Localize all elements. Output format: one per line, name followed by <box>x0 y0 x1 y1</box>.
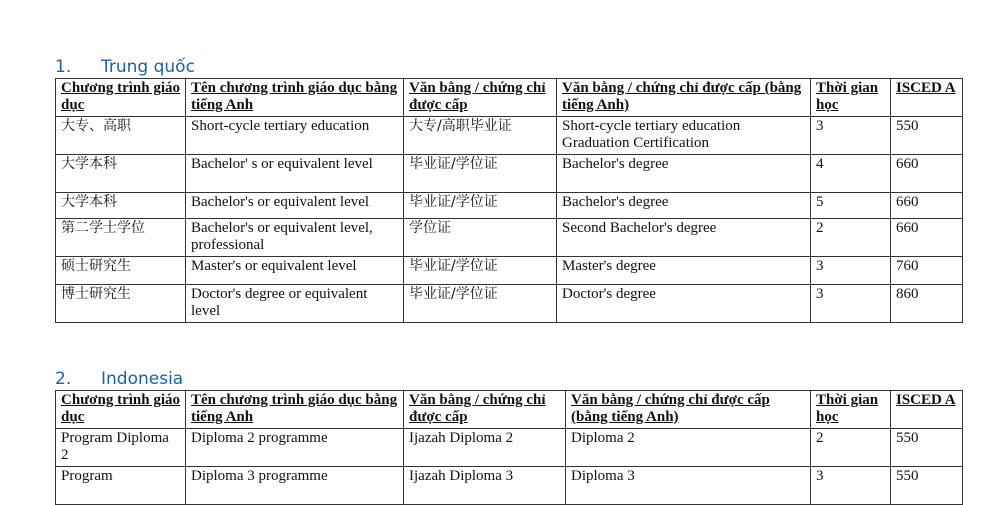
cell-duration: 3 <box>811 285 891 323</box>
cell-duration: 5 <box>811 193 891 219</box>
cell-certificate-english: Second Bachelor's degree <box>557 219 811 257</box>
section-title-indonesia <box>55 369 183 389</box>
cell-certificate: 大专/高职毕业证 <box>404 117 557 155</box>
header-isced: ISCED A <box>891 79 963 117</box>
cell-duration: 3 <box>811 467 891 505</box>
cell-isced: 760 <box>891 257 963 285</box>
cell-english-name: Bachelor' s or equivalent level <box>186 155 404 193</box>
cell-certificate-english: Bachelor's degree <box>557 193 811 219</box>
china-education-table <box>55 78 963 323</box>
cell-duration: 3 <box>811 117 891 155</box>
cell-isced: 660 <box>891 155 963 193</box>
cell-program: 第二学士学位 <box>56 219 186 257</box>
table-header-row <box>56 79 963 117</box>
cell-duration: 2 <box>811 429 891 467</box>
cell-isced: 550 <box>891 117 963 155</box>
table-row <box>56 155 963 193</box>
header-certificate-english: Văn bằng / chứng chỉ được cấp (bằng tiếng Anh) <box>557 79 811 117</box>
section-number: 2. <box>55 369 72 389</box>
cell-english-name: Diploma 3 programme <box>186 467 404 505</box>
cell-certificate: 毕业证/学位证 <box>404 193 557 219</box>
section-name: Trung quốc <box>101 57 195 77</box>
cell-program: 博士研究生 <box>56 285 186 323</box>
header-certificate: Văn bằng / chứng chỉ được cấp <box>404 391 566 429</box>
section-name: Indonesia <box>101 369 184 389</box>
cell-certificate-english: Short-cycle tertiary education Graduation Certification <box>557 117 811 155</box>
cell-certificate: 毕业证/学位证 <box>404 285 557 323</box>
cell-certificate-english: Doctor's degree <box>557 285 811 323</box>
cell-english-name: Bachelor's or equivalent level, professional <box>186 219 404 257</box>
cell-certificate-english: Diploma 3 <box>566 467 811 505</box>
table-row <box>56 219 963 257</box>
cell-english-name: Bachelor's or equivalent level <box>186 193 404 219</box>
cell-program: Program Diploma 2 <box>56 429 186 467</box>
cell-isced: 550 <box>891 467 963 505</box>
header-certificate-english: Văn bằng / chứng chỉ được cấp (bằng tiếng Anh) <box>566 391 811 429</box>
header-duration: Thời gian học <box>811 79 891 117</box>
table-row <box>56 467 963 505</box>
cell-isced: 860 <box>891 285 963 323</box>
cell-certificate: 毕业证/学位证 <box>404 155 557 193</box>
cell-certificate-english: Diploma 2 <box>566 429 811 467</box>
cell-program: 大专、高职 <box>56 117 186 155</box>
cell-certificate: 学位证 <box>404 219 557 257</box>
indonesia-education-table <box>55 390 963 505</box>
cell-english-name: Short-cycle tertiary education <box>186 117 404 155</box>
header-english-name: Tên chương trình giáo dục bằng tiếng Anh <box>186 391 404 429</box>
header-certificate: Văn bằng / chứng chỉ được cấp <box>404 79 557 117</box>
header-duration: Thời gian học <box>811 391 891 429</box>
cell-duration: 3 <box>811 257 891 285</box>
section-number: 1. <box>55 57 72 77</box>
cell-certificate-english: Bachelor's degree <box>557 155 811 193</box>
cell-duration: 2 <box>811 219 891 257</box>
table-row <box>56 117 963 155</box>
table-row <box>56 285 963 323</box>
cell-program: Program <box>56 467 186 505</box>
cell-duration: 4 <box>811 155 891 193</box>
cell-certificate-english: Master's degree <box>557 257 811 285</box>
table-header-row <box>56 391 963 429</box>
cell-certificate: Ijazah Diploma 3 <box>404 467 566 505</box>
cell-program: 大学本科 <box>56 193 186 219</box>
header-program: Chương trình giáo dục <box>56 391 186 429</box>
header-english-name: Tên chương trình giáo dục bằng tiếng Anh <box>186 79 404 117</box>
cell-program: 大学本科 <box>56 155 186 193</box>
cell-program: 硕士研究生 <box>56 257 186 285</box>
header-program: Chương trình giáo dục <box>56 79 186 117</box>
header-isced: ISCED A <box>891 391 963 429</box>
cell-english-name: Master's or equivalent level <box>186 257 404 285</box>
table-row <box>56 193 963 219</box>
cell-english-name: Diploma 2 programme <box>186 429 404 467</box>
cell-certificate: Ijazah Diploma 2 <box>404 429 566 467</box>
cell-isced: 660 <box>891 193 963 219</box>
table-row <box>56 429 963 467</box>
cell-isced: 550 <box>891 429 963 467</box>
cell-english-name: Doctor's degree or equivalent level <box>186 285 404 323</box>
cell-certificate: 毕业证/学位证 <box>404 257 557 285</box>
table-row <box>56 257 963 285</box>
section-title-china <box>55 57 195 77</box>
cell-isced: 660 <box>891 219 963 257</box>
